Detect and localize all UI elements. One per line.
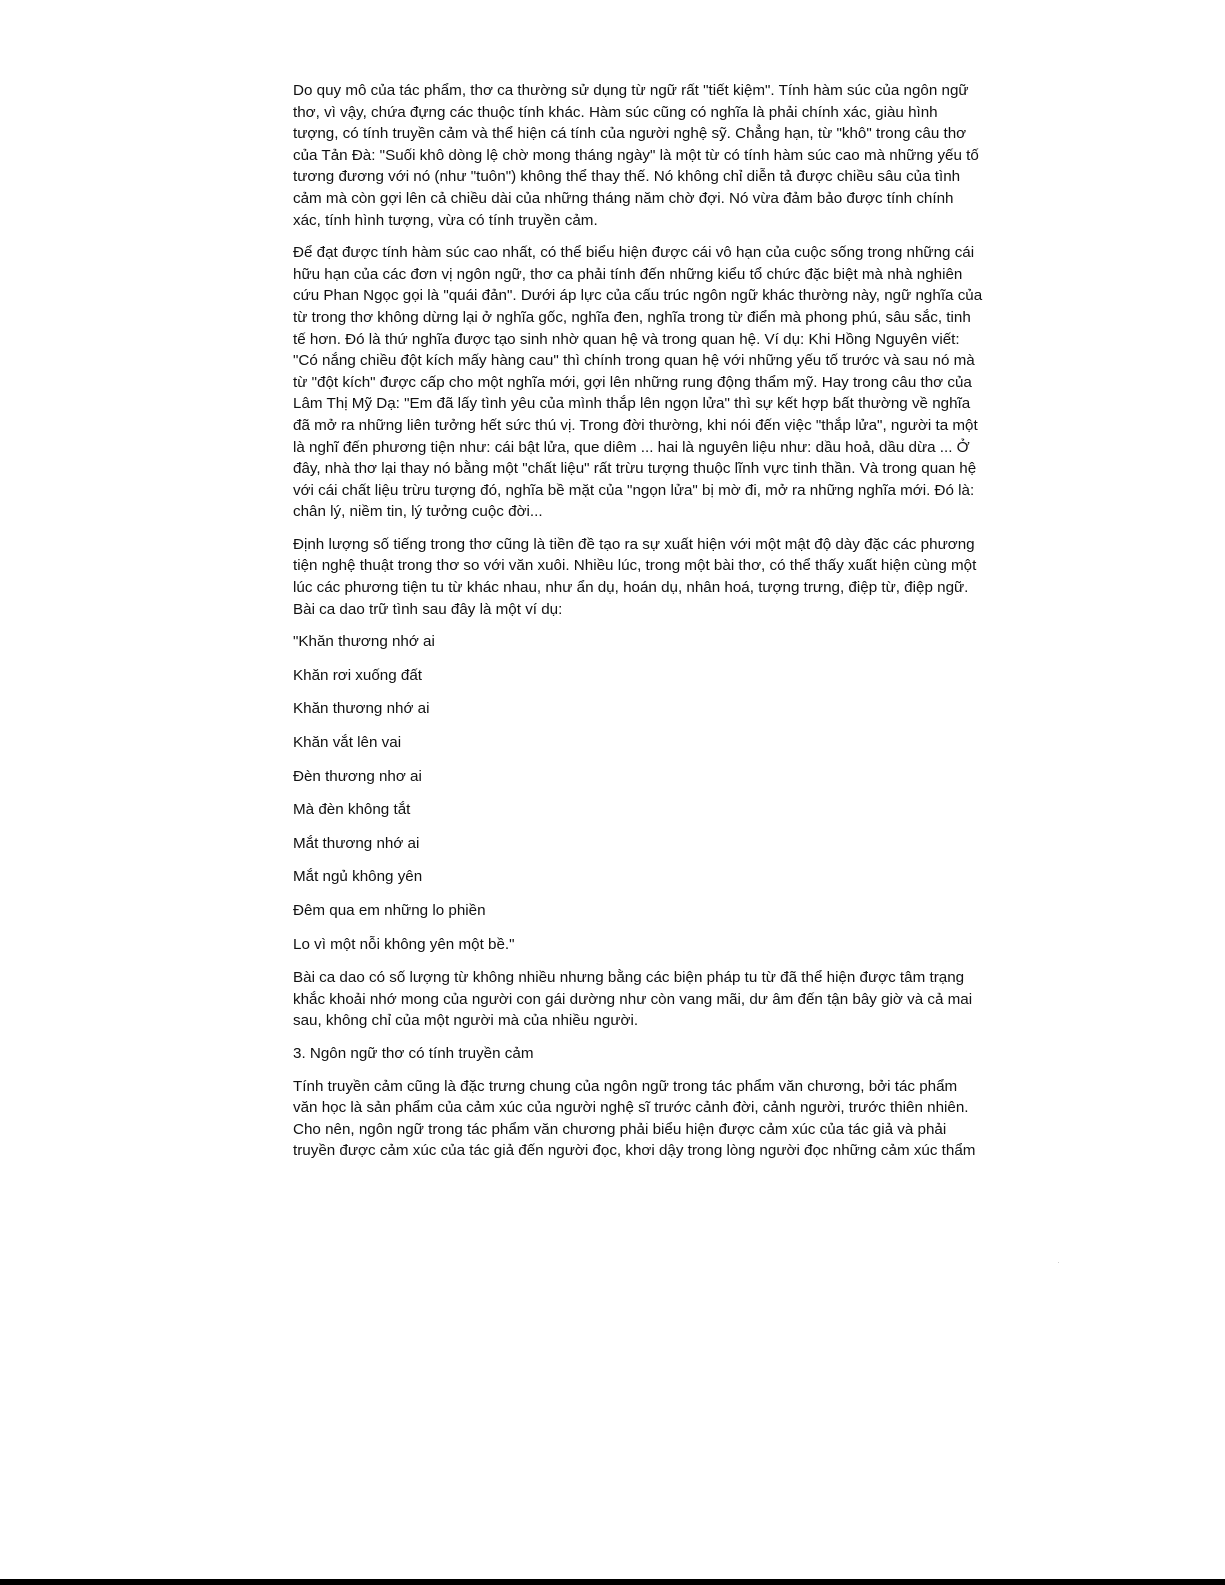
paragraph-concision: Do quy mô của tác phẩm, thơ ca thường sử dụng từ ngữ rất "tiết kiệm". Tính hàm súc của ngôn ngữ thơ, vì vậy, chứa đựng các thuộc tính khác. Hàm súc cũng có nghĩa là phải chính xác, giàu hình tượng, có tính truyền cảm và thể hiện cá tính của người nghệ sỹ. Chẳng hạn, từ "khô" trong câu thơ của Tản Đà: "Suối khô dòng lệ chờ mong tháng ngày" là một từ có tính hàm súc cao mà những yếu tố tương đương với nó (như "tuôn") không thể thay thế. Nó không chỉ diễn tả được chiều sâu của tình cảm mà còn gợi lên cả chiều dài của những tháng năm chờ đợi. Nó vừa đảm bảo được tính chính xác, tính hình tượng, vừa có tính truyền cảm. — [293, 82, 979, 229]
section-heading: 3. Ngôn ngữ thơ có tính truyền cảm — [293, 1044, 534, 1062]
poem-line: Lo vì một nỗi không yên một bề." — [293, 935, 515, 953]
poem-line: Khăn rơi xuống đất — [293, 666, 423, 684]
poem-line: Mắt ngủ không yên — [293, 868, 423, 886]
paragraph-special-structure: Để đạt được tính hàm súc cao nhất, có thể biểu hiện được cái vô hạn của cuộc sống trong những cái hữu hạn của các đơn vị ngôn ngữ, thơ ca phải tính đến những kiểu tổ chức đặc biệt mà nhà nghiên cứu Phan Ngọc gọi là "quái đản". Dưới áp lực của cấu trúc ngôn ngữ khác thường này, ngữ nghĩa của từ trong thơ không dừng lại ở nghĩa gốc, nghĩa đen, nghĩa trong từ điển mà phong phú, sâu sắc, tinh tế hơn. Đó là thứ nghĩa được tạo sinh nhờ quan hệ và trong quan hệ. Ví dụ: Khi Hồng Nguyên viết: "Có nắng chiều đột kích mấy hàng cau" thì chính trong quan hệ với những yếu tố trước và sau nó mà từ "đột kích" được cấp cho một nghĩa mới, gợi lên những rung động thẩm mỹ. Hay trong câu thơ của Lâm Thị Mỹ Dạ: "Em đã lấy tình yêu của mình thắp lên ngọn lửa" thì sự kết hợp bất thường về nghĩa đã mở ra những liên tưởng hết sức thú vị. Trong đời thường, khi nói đến việc "thắp lửa", người ta một là nghĩ đến phương tiện như: cái bật lửa, que diêm ... hai là nguyên liệu như: dầu hoả, dầu dừa ... Ở đây, nhà thơ lại thay nó bằng một "chất liệu" rất trừu tượng thuộc lĩnh vực tinh thần. Và trong quan hệ với cái chất liệu trừu tượng đó, nghĩa bề mặt của "ngọn lửa" bị mờ đi, mở ra những nghĩa mới. Đó là: chân lý, niềm tin, lý tưởng cuộc đời... — [293, 244, 983, 521]
poem-line: Đêm qua em những lo phiền — [293, 902, 486, 919]
scan-speck — [1058, 1262, 1059, 1263]
poem-line: Khăn vắt lên vai — [293, 734, 402, 752]
poem-line: "Khăn thương nhớ ai — [293, 633, 435, 651]
poem-line: Đèn thương nhơ ai — [293, 767, 422, 785]
bottom-edge-bar — [0, 1579, 1225, 1585]
paragraph-poem-commentary: Bài ca dao có số lượng từ không nhiều nhưng bằng các biện pháp tu từ đã thể hiện được tâm trạng khắc khoải nhớ mong của người con gái dường như còn vang mãi, dư âm đến tận bây giờ và cả mai sau, không chỉ của một người mà của nhiều người. — [293, 969, 973, 1030]
document-body — [293, 80, 983, 1173]
poem-line: Mắt thương nhớ ai — [293, 834, 420, 852]
paragraph-expressiveness: Tính truyền cảm cũng là đặc trưng chung của ngôn ngữ trong tác phẩm văn chương, bởi tác phẩm văn học là sản phẩm của cảm xúc của người nghệ sĩ trước cảnh đời, cảnh người, trước thiên nhiên. Cho nên, ngôn ngữ trong tác phẩm văn chương phải biểu hiện được cảm xúc của tác giả và phải truyền được cảm xúc của tác giả đến người đọc, khơi dậy trong lòng người đọc những cảm xúc thẩm — [293, 1077, 976, 1160]
paragraph-rhetorical-devices: Định lượng số tiếng trong thơ cũng là tiền đề tạo ra sự xuất hiện với một mật độ dày đặc các phương tiện nghệ thuật trong thơ so với văn xuôi. Nhiều lúc, trong một bài thơ, có thể thấy xuất hiện cùng một lúc các phương tiện tu từ khác nhau, như ẩn dụ, hoán dụ, nhân hoá, tượng trưng, điệp từ, điệp ngữ. Bài ca dao trữ tình sau đây là một ví dụ: — [293, 535, 977, 618]
poem-line: Mà đèn không tắt — [293, 801, 411, 819]
poem — [293, 631, 983, 955]
poem-line: Khăn thương nhớ ai — [293, 700, 430, 718]
